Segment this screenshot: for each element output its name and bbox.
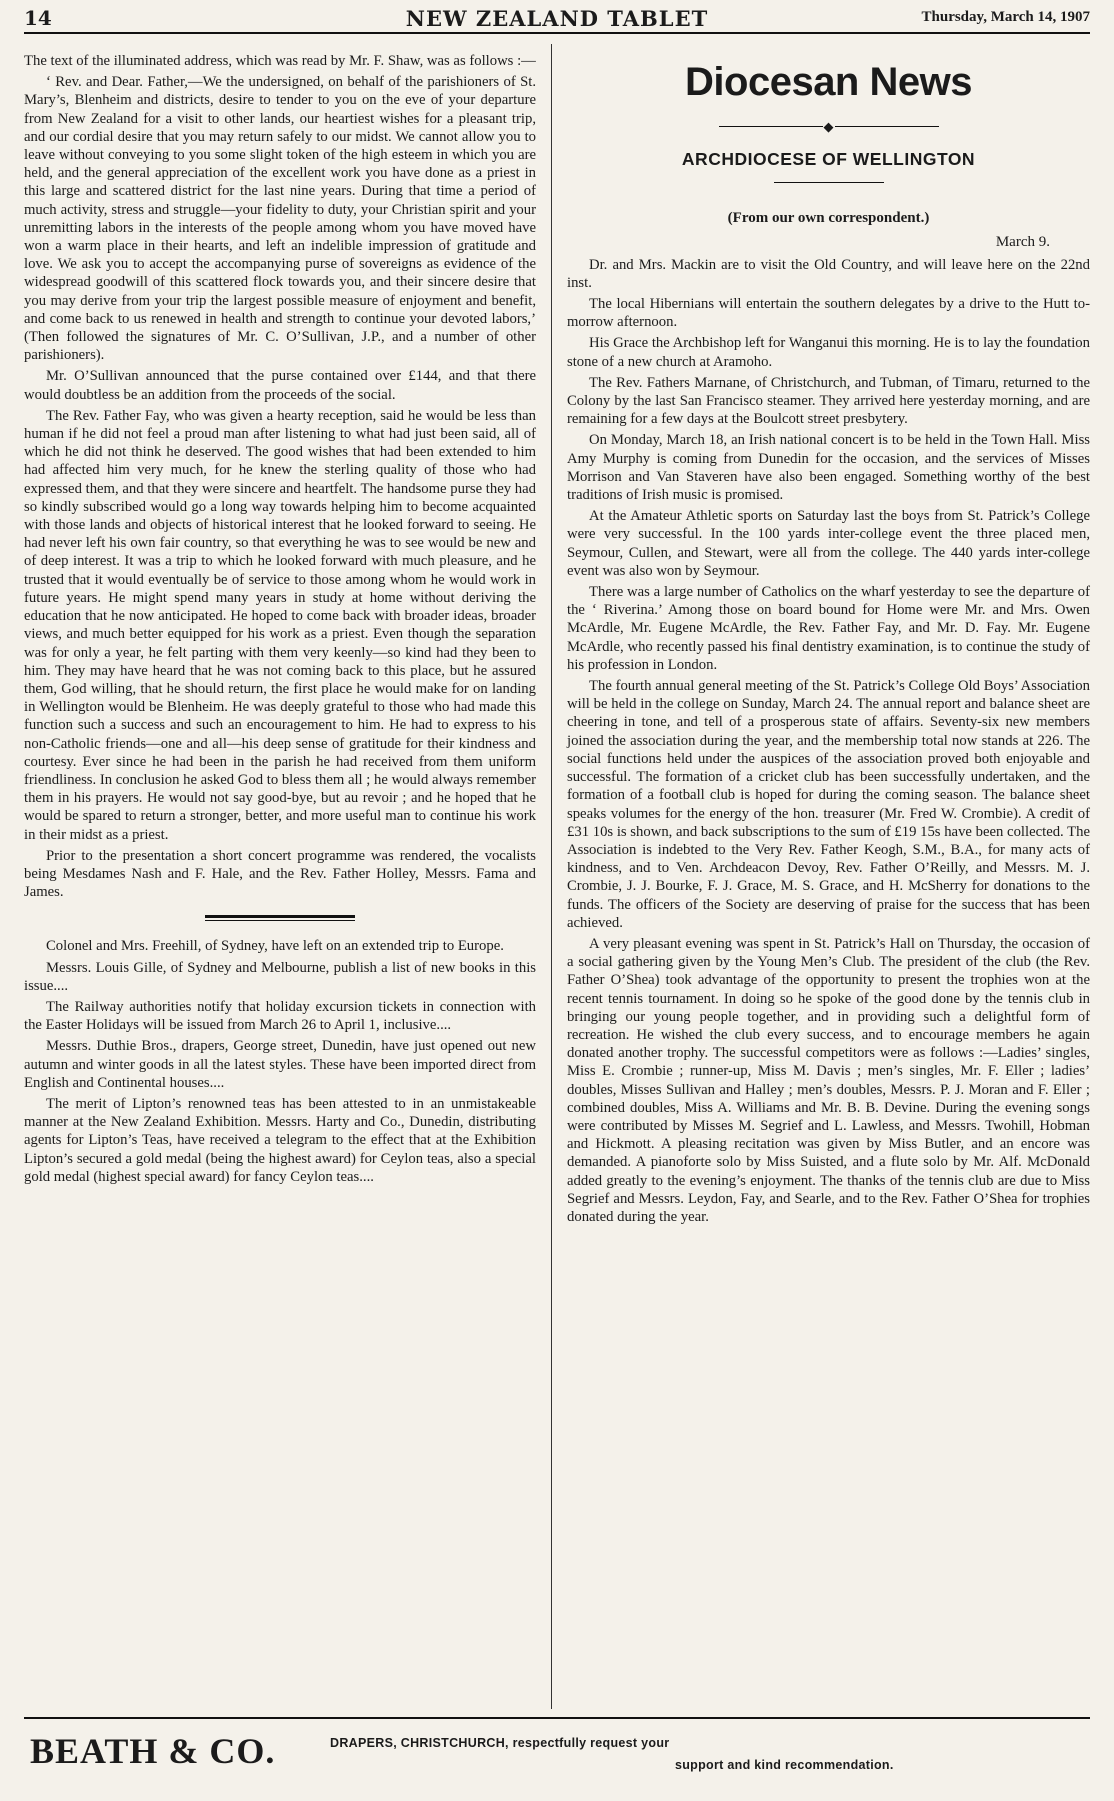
section-rule [205, 915, 355, 921]
section-title: Diocesan News [685, 60, 972, 104]
short-rule [774, 182, 884, 183]
diamond-icon: ◆ [823, 119, 834, 134]
news-note: Colonel and Mrs. Freehill, of Sydney, have left on an extended trip to Europe. [46, 938, 504, 955]
advertisement-text-continued: support and kind recommendation. [675, 1758, 894, 1772]
publication-title: NEW ZEALAND TABLET [405, 6, 709, 31]
issue-date: Thursday, March 14, 1907 [921, 9, 1090, 25]
news-paragraph: Dr. and Mrs. Mackin are to visit the Old Country, and will leave here on the 22nd inst. [567, 256, 1090, 291]
article-paragraph: Prior to the presentation a short concert programme was rendered, the vocalists being Mesdames Nash and F. Hale, and the Rev. Father Holley, Messrs. Fama and James. [24, 847, 536, 901]
news-note: The merit of Lipton’s renowned teas has been attested to in an unmistakeable manner at the New Zealand Exhibition. Messrs. Harty and Co., Dunedin, distributing agents for Lipton’s Teas, have received a telegram to the effect that at the Exhibition Lipton’s secured a gold medal (being the highest award) for Ceylon teas, also a special gold medal (highest special award) for fancy Ceylon teas.... [24, 1095, 536, 1185]
advertisement-text: DRAPERS, CHRISTCHURCH, respectfully request your [330, 1736, 670, 1750]
news-note: Messrs. Duthie Bros., drapers, George street, Dunedin, have just opened out new autumn and winter goods in all the latest styles. These have been imported direct from English and Continental houses.... [24, 1038, 536, 1091]
news-paragraph: His Grace the Archbishop left for Wanganui this morning. He is to lay the foundation stone of a new church at Aramoho. [567, 335, 1090, 370]
news-paragraph: The local Hibernians will entertain the southern delegates by a drive to the Hutt to-morrow afternoon. [567, 296, 1090, 331]
article-paragraph: The text of the illuminated address, which was read by Mr. F. Shaw, was as follows :— [24, 53, 536, 69]
article-paragraph: Mr. O’Sullivan announced that the purse contained over £144, and that there would doubtless be an addition from the proceeds of the social. [24, 368, 536, 403]
page-number: 14 [24, 6, 52, 30]
column-divider [551, 44, 552, 1709]
masthead [24, 6, 1090, 34]
advertiser-name: BEATH & CO. [30, 1731, 276, 1771]
article-paragraph: The Rev. Father Fay, who was given a hearty reception, said he would be less than human if he did not feel a proud man after listening to what had just been said, all of which he did not think he deserved. The good wishes that had been extended to him had affected him very much, for he knew the sterling quality of those who had expressed them, and that they were sincere and heartfelt. The handsome purse they had so kindly subscribed would go a long way towards helping him to become acquainted with those lands and objects of historical interest that he looked forward to seeing. He had never left his own fair country, so that everything he was to see would be new and of deep interest. It was a trip to which he looked forward with much pleasure, and he trusted that it would eventually be of service to those among whom he would work in future years. He might spend many years in study at home without deriving the education that he now anticipated. He hoped to come back with broader ideas, broader views, and much better equipped for his work as a priest. Even though the separation was for only a year, he felt parting with them very keenly—so kind had they been to him. They may have heard that he was not coming back to this place, but he assured them, God willing, that he should return, the first place he would make for on landing in Wellington would be Blenheim. He was deeply grateful to those who had made this function such a success and such an encouragement to him. He had to express to his non-Catholic friends—one and all—his deep sense of gratitude for their kindness and courtesy. Ever since he had been in the parish he had received from them uniform friendliness. In conclusion he asked God to bless them all ; he would always remember them in his prayers. He would not say good-bye, but au revoir ; and he hoped that he would be spared to return a stronger, better, and more useful man to continue his work in their midst as a priest. [24, 407, 536, 843]
dateline: March 9. [995, 234, 1050, 251]
ornamental-rule [719, 119, 939, 134]
footer-rule [24, 1717, 1090, 1719]
correspondent-line: (From our own correspondent.) [727, 210, 930, 227]
news-note: The Railway authorities notify that holiday excursion tickets in connection with the Easter Holidays will be issued from March 26 to April 1, inclusive.... [24, 998, 536, 1034]
news-paragraph: On Monday, March 18, an Irish national concert is to be held in the Town Hall. Miss Amy Murphy is coming from Dunedin for the occasion, and the services of Misses Morrison and Van Staveren have also been engaged. Something worthy of the best traditions of Irish music is promised. [567, 432, 1090, 504]
news-paragraph: The fourth annual general meeting of the St. Patrick’s College Old Boys’ Association will be held in the college on Sunday, March 24. The annual report and balance sheet are cheering in tone, and tell of a prosperous state of affairs. Seventy-six new members joined the association during the year, and the membership total now stands at 226. The social functions held under the auspices of the association proved both enjoyable and successful. The formation of a cricket club has been successfully undertaken, and the formation of a football club is hoped for during the coming season. The balance sheet speaks volumes for the energy of the hon. treasurer (Mr. Fred W. Crombie). A credit of £31 10s is shown, and back subscriptions to the sum of £19 15s have been collected. The Association is indebted to the Very Rev. Father Keogh, S.M., B.A., for many acts of kindness, and to Ven. Archdeacon Devoy, Rev. Father O’Reilly, and Messrs. M. J. Crombie, J. J. Bourke, F. J. Grace, M. S. Grace, and H. McSherry for donations to the funds. The officers of the Society are deserving of praise for the success that has been achieved. [567, 678, 1090, 931]
subsection-title: ARCHDIOCESE OF WELLINGTON [681, 149, 976, 169]
news-paragraph: The Rev. Fathers Marnane, of Christchurch, and Tubman, of Timaru, returned to the Colony by the last San Francisco steamer. They arrived here yesterday morning, and are remaining for a few days at the Boulcott street presbytery. [567, 374, 1090, 428]
left-column [24, 52, 536, 1189]
right-column [567, 60, 1090, 1229]
article-paragraph: ‘ Rev. and Dear. Father,—We the undersigned, on behalf of the parishioners of St. Mary’s, Blenheim and districts, desire to tender to you on the eve of your departure from New Zealand for a visit to other lands, our heartiest wishes for a pleasant trip, and our cordial desire that you may return safely to our midst. We cannot allow you to leave without conveying to you some slight token of the high esteem in which you are held, and the general appreciation of the excellent work you have done as a priest in this large and scattered district for the last nine years. During that time a period of much activity, stress and struggle—your fidelity to duty, your Christian spirit and your unremitting labors in the interests of the people among whom you have moved have won a warm place in their hearts, and left an indelible impression of gratitude and love. We ask you to accept the accompanying purse of sovereigns as evidence of the widespread goodwill of this scattered flock towards you, and their sincere desire that you may derive from your trip the largest possible measure of enjoyment and benefit, and come back to us renewed in health and strength to continue your devoted labors,’ (Then followed the signatures of Mr. C. O’Sullivan, J.P., and a number of other parishioners). [24, 74, 536, 364]
news-paragraph: There was a large number of Catholics on the wharf yesterday to see the departure of the ‘ Riverina.’ Among those on board bound for Home were Mr. and Mrs. Owen McArdle, Mr. Eugene McArdle, the Rev. Father Fay, and Mr. D. Fay. Mr. Eugene McArdle, who recently passed his final dentistry examination, is to continue the study of his profession in London. [567, 584, 1090, 673]
news-paragraph: A very pleasant evening was spent in St. Patrick’s Hall on Thursday, the occasion of a social gathering given by the Young Men’s Club. The president of the club (the Rev. Father O’Shea) took advantage of the opportunity to present the trophies won at the recent tennis tournament. In doing so he spoke of the good done by the tennis club in bringing our young people together, and in providing such a delightful form of recreation. He wished the club every success, and to encourage members he again donated another trophy. The successful competitors were as follows :—Ladies’ singles, Miss E. Crombie ; runner-up, Miss M. Davis ; men’s singles, Mr. F. Eller ; ladies’ doubles, Misses Sullivan and Halley ; men’s doubles, Messrs. P. J. Moran and F. Eller ; combined doubles, Miss A. Williams and Mr. B. B. Devine. During the evening songs were contributed by Misses M. Segrief and L. Lawless, and Messrs. Twohill, Hobman and Hickmott. A pleasing recitation was given by Miss Butler, and an encore was demanded. A pianoforte solo by Miss Suisted, and a flute solo by Mr. Alf. McDonald added greatly to the evening’s enjoyment. The thanks of the tennis club are due to Miss Segrief and Messrs. Leydon, Fay, and Searle, and to the Rev. Father O’Shea for trophies donated during the year. [567, 935, 1090, 1225]
news-paragraph: At the Amateur Athletic sports on Saturday last the boys from St. Patrick’s College were very successful. In the 100 yards inter-college event the three placed men, Seymour, Cullen, and Stewart, were all from the college. The 440 yards inter-college event was also won by Seymour. [567, 508, 1090, 579]
news-note: Messrs. Louis Gille, of Sydney and Melbourne, publish a list of new books in this issue.... [24, 959, 536, 994]
